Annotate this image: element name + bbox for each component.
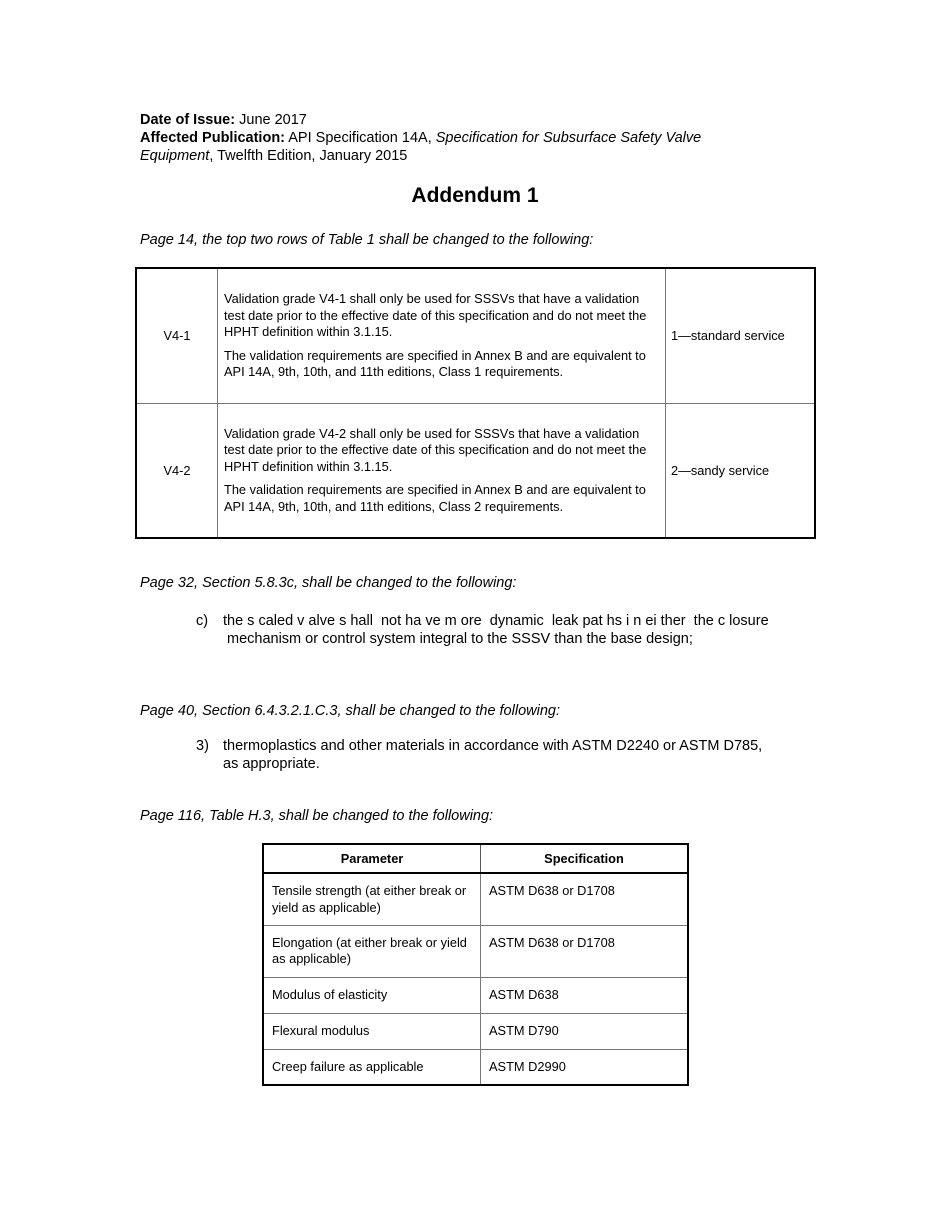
specification-cell: ASTM D2990 — [481, 1049, 689, 1085]
parameter-cell: Creep failure as applicable — [263, 1049, 481, 1085]
table-row — [136, 268, 815, 403]
date-of-issue — [140, 111, 307, 129]
section4-instruction: Page 116, Table H.3, shall be changed to the following: — [140, 808, 494, 824]
publication-label: Affected Publication: — [140, 130, 286, 146]
specification-cell: ASTM D638 or D1708 — [481, 925, 689, 977]
section3-line1: thermoplastics and other materials in accordance with ASTM D2240 or ASTM D785, — [223, 738, 763, 754]
list-marker-c: c) — [196, 613, 209, 629]
table-header-row — [263, 844, 688, 873]
section3-instruction: Page 40, Section 6.4.3.2.1.C.3, shall be changed to the following: — [140, 703, 560, 719]
specification-cell: ASTM D638 — [481, 977, 689, 1013]
publication-title-part1: Specification for Subsurface Safety Valve — [435, 130, 702, 146]
publication-value: API Specification 14A, — [288, 130, 432, 146]
publication-edition: , Twelfth Edition, January 2015 — [209, 148, 408, 164]
validation-grade-table — [135, 267, 816, 539]
date-label: Date of Issue: — [140, 112, 236, 128]
parameter-cell: Elongation (at either break or yield as applicable) — [263, 925, 481, 977]
table-row — [263, 873, 688, 925]
section2-line2: mechanism or control system integral to the SSSV than the base design; — [227, 631, 693, 647]
description-para2: The validation requirements are specified in Annex B and are equivalent to API 14A, 9th, 10th, and 11th editions, Class 2 requirements. — [224, 482, 646, 514]
parameter-cell: Flexural modulus — [263, 1013, 481, 1049]
table-row — [263, 1013, 688, 1049]
parameter-cell: Modulus of elasticity — [263, 977, 481, 1013]
parameter-spec-table — [262, 843, 689, 1086]
grade-cell: V4-1 — [136, 268, 218, 403]
description-para1: Validation grade V4-2 shall only be used for SSSVs that have a validation test date prior to the effective date of this specification and do not meet the HPHT definition within 3.1.15. — [224, 425, 647, 474]
description-cell — [218, 403, 666, 538]
specification-header: Specification — [481, 844, 689, 873]
class-cell: 2—sandy service — [666, 403, 816, 538]
description-para2: The validation requirements are specified in Annex B and are equivalent to API 14A, 9th, 10th, and 11th editions, Class 1 requirements. — [224, 347, 646, 379]
publication-title-part2: Equipment — [140, 148, 210, 164]
specification-cell: ASTM D638 or D1708 — [481, 873, 689, 925]
parameter-header: Parameter — [263, 844, 481, 873]
page-title: Addendum 1 — [411, 184, 539, 207]
grade-cell: V4-2 — [136, 403, 218, 538]
parameter-cell: Tensile strength (at either break or yield as applicable) — [263, 873, 481, 925]
section3-line2: as appropriate. — [223, 756, 320, 772]
section2-instruction: Page 32, Section 5.8.3c, shall be changed to the following: — [140, 575, 517, 591]
table-row — [136, 403, 815, 538]
section2-line1: the s caled v alve s hall not ha ve m ore dynamic leak pat hs i n ei ther the c losure — [223, 613, 769, 629]
description-para1: Validation grade V4-1 shall only be used for SSSVs that have a validation test date prior to the effective date of this specification and do not meet the HPHT definition within 3.1.15. — [224, 291, 647, 339]
description-cell — [218, 268, 666, 403]
affected-publication — [140, 129, 780, 165]
section1-instruction: Page 14, the top two rows of Table 1 shall be changed to the following: — [140, 232, 594, 248]
table-row — [263, 925, 688, 977]
date-value: June 2017 — [239, 112, 307, 128]
table-row — [263, 1049, 688, 1085]
specification-cell: ASTM D790 — [481, 1013, 689, 1049]
table-row — [263, 977, 688, 1013]
class-cell: 1—standard service — [666, 268, 816, 403]
list-marker-3: 3) — [196, 738, 209, 754]
